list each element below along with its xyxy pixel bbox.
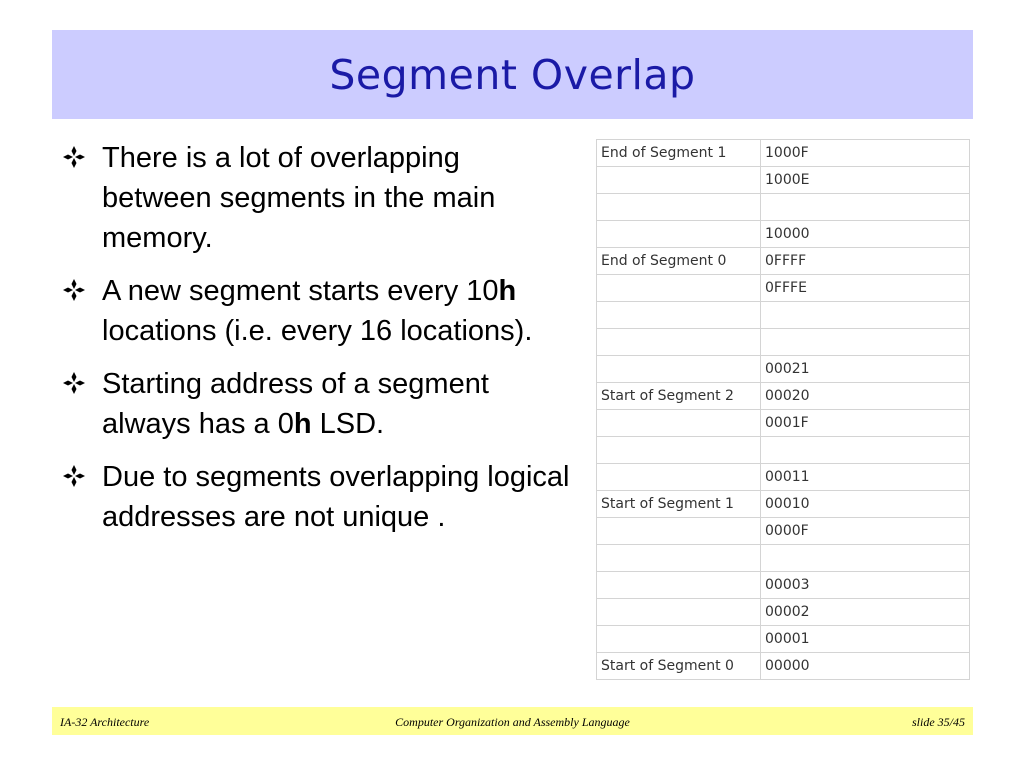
- table-row: [597, 167, 970, 194]
- address-cell: 00003: [761, 572, 970, 599]
- table-row: [597, 464, 970, 491]
- table-row: [597, 599, 970, 626]
- address-cell: [761, 194, 970, 221]
- address-cell: 00002: [761, 599, 970, 626]
- segment-label-cell: [597, 545, 761, 572]
- hex-suffix: h: [293, 408, 312, 440]
- memory-segment-table: [596, 139, 970, 680]
- bullet-item: [62, 364, 572, 444]
- address-cell: 0FFFE: [761, 275, 970, 302]
- address-cell: 0FFFF: [761, 248, 970, 275]
- table-row: [597, 410, 970, 437]
- four-diamond-bullet-icon: [62, 457, 102, 537]
- hex-suffix: h: [498, 275, 517, 307]
- footer-slide-number: slide 35/45: [912, 715, 965, 729]
- table-row: [597, 653, 970, 680]
- segment-label-cell: [597, 167, 761, 194]
- segment-label-cell: End of Segment 0: [597, 248, 761, 275]
- footer-bar: [52, 707, 973, 735]
- table-row: [597, 572, 970, 599]
- table-row: [597, 248, 970, 275]
- address-cell: 10000: [761, 221, 970, 248]
- segment-label-cell: [597, 626, 761, 653]
- four-diamond-bullet-icon: [62, 271, 102, 351]
- address-cell: 0001F: [761, 410, 970, 437]
- table-row: [597, 329, 970, 356]
- table-row: [597, 356, 970, 383]
- slide-title: Segment Overlap: [329, 50, 696, 99]
- bullet-item: [62, 457, 572, 537]
- table-row: [597, 626, 970, 653]
- bullet-text-part: A new segment starts every 10: [102, 275, 499, 307]
- segment-label-cell: [597, 437, 761, 464]
- table-row: [597, 221, 970, 248]
- address-cell: [761, 302, 970, 329]
- address-cell: [761, 329, 970, 356]
- table-row: [597, 302, 970, 329]
- segment-label-cell: Start of Segment 0: [597, 653, 761, 680]
- address-cell: 1000E: [761, 167, 970, 194]
- segment-label-cell: [597, 275, 761, 302]
- segment-label-cell: [597, 599, 761, 626]
- segment-label-cell: [597, 194, 761, 221]
- table-row: [597, 545, 970, 572]
- segment-label-cell: [597, 518, 761, 545]
- four-diamond-bullet-icon: [62, 138, 102, 258]
- table-row: [597, 491, 970, 518]
- segment-label-cell: Start of Segment 2: [597, 383, 761, 410]
- table-row: [597, 140, 970, 167]
- table-row: [597, 518, 970, 545]
- footer-course: IA-32 Architecture: [60, 715, 150, 729]
- bullet-text-part: Starting address of a segment always has a 0: [102, 368, 489, 440]
- address-cell: 00001: [761, 626, 970, 653]
- address-cell: 00010: [761, 491, 970, 518]
- address-cell: 00011: [761, 464, 970, 491]
- table-row: [597, 437, 970, 464]
- segment-label-cell: [597, 221, 761, 248]
- segment-label-cell: [597, 572, 761, 599]
- bullet-text: Due to segments overlapping logical addresses are not unique .: [102, 461, 570, 533]
- bullet-item: [62, 271, 572, 351]
- address-cell: [761, 437, 970, 464]
- bullet-text: There is a lot of overlapping between segments in the main memory.: [102, 142, 496, 254]
- address-cell: 00020: [761, 383, 970, 410]
- bullet-list: [62, 138, 572, 550]
- segment-label-cell: [597, 356, 761, 383]
- table-row: [597, 383, 970, 410]
- address-cell: 0000F: [761, 518, 970, 545]
- bullet-text-part: LSD.: [311, 408, 385, 440]
- bullet-text-part: locations (i.e. every 16 locations).: [102, 315, 533, 347]
- address-cell: 1000F: [761, 140, 970, 167]
- bullet-text: [102, 271, 572, 351]
- segment-label-cell: [597, 464, 761, 491]
- address-cell: 00021: [761, 356, 970, 383]
- footer-subject: Computer Organization and Assembly Language: [395, 715, 630, 729]
- table-row: [597, 194, 970, 221]
- four-diamond-bullet-icon: [62, 364, 102, 444]
- address-cell: [761, 545, 970, 572]
- address-cell: 00000: [761, 653, 970, 680]
- segment-label-cell: [597, 329, 761, 356]
- segment-label-cell: End of Segment 1: [597, 140, 761, 167]
- segment-label-cell: Start of Segment 1: [597, 491, 761, 518]
- table-row: [597, 275, 970, 302]
- segment-label-cell: [597, 302, 761, 329]
- segment-label-cell: [597, 410, 761, 437]
- title-bar: [52, 30, 973, 119]
- bullet-text: [102, 364, 572, 444]
- bullet-item: [62, 138, 572, 258]
